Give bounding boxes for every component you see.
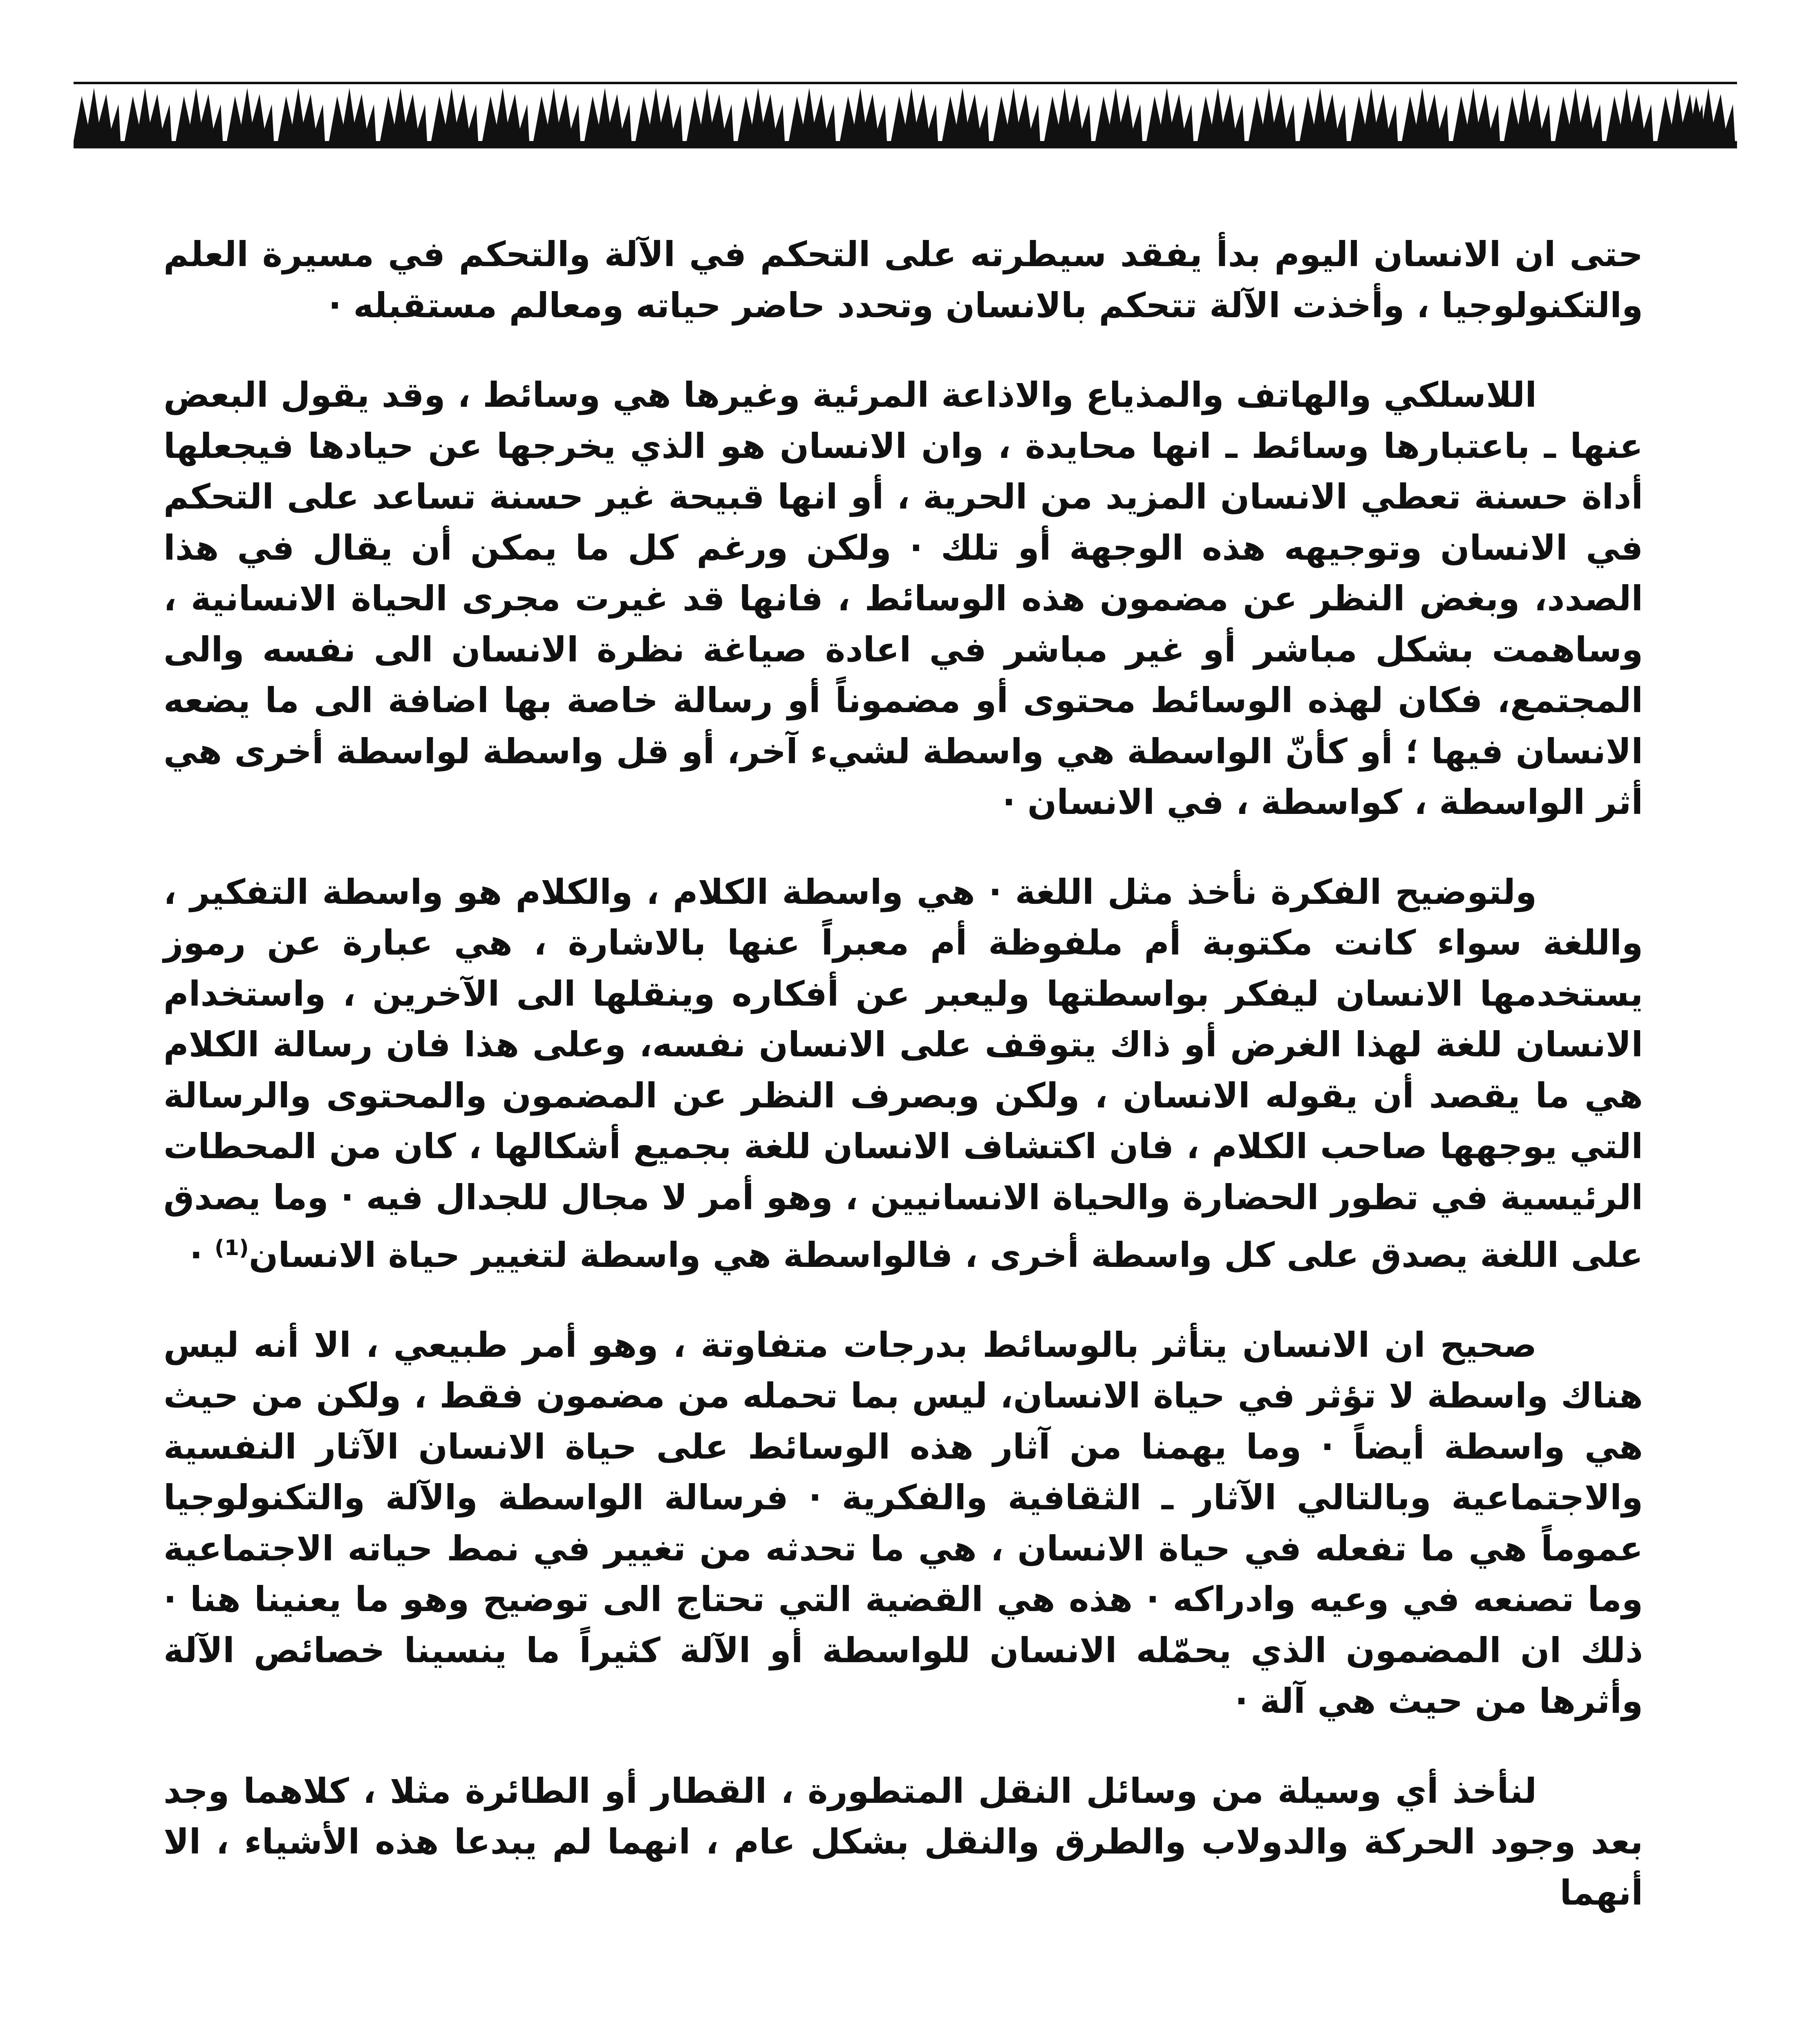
paragraph-3 xyxy=(163,867,1643,1281)
ornament-svg xyxy=(74,80,1737,151)
body-text xyxy=(163,229,1643,1957)
paragraph-1: حتى ان الانسان اليوم بدأ يفقد سيطرته على التحكم في الآلة والتحكم في مسيرة العلم والتكنولوجيا ، وأخذت الآلة تتحكم بالانسان وتحدد حاضر حياته ومعالم مستقبله · xyxy=(163,234,1643,325)
paragraph-3-text: ولتوضيح الفكرة نأخذ مثل اللغة · هي واسطة الكلام ، والكلام هو واسطة التفكير ، واللغة سواء كانت مكتوبة أم ملفوظة أم معبراً عنها بالاشارة ، هي عبارة عن رموز يستخدمها الانسان ليفكر بواسطتها وليعبر عن أفكاره وينقلها الى الآخرين ، واستخدام الانسان للغة لهذا الغرض أو ذاك يتوقف على الانسان نفسه، وعلى هذا فان رسالة الكلام هي ما يقصد أن يقوله الانسان ، ولكن وبصرف النظر عن المضمون والمحتوى والرسالة التي يوجهها صاحب الكلام ، فان اكتشاف الانسان للغة بجميع أشكالها ، كان من المحطات الرئيسية في تطور الحضارة والحياة الانسانيين ، وهو أمر لا مجال للجدال فيه · وما يصدق على اللغة يصدق على كل واسطة أخرى ، فالواسطة هي واسطة لتغيير حياة الانسان xyxy=(163,872,1643,1275)
paragraph-4: صحيح ان الانسان يتأثر بالوسائط بدرجات متفاوتة ، وهو أمر طبيعي ، الا أنه ليس هناك واسطة لا تؤثر في حياة الانسان، ليس بما تحمله من مضمون فقط ، ولكن من حيث هي واسطة أيضاً · وما يهمنا من آثار هذه الوسائط على حياة الانسان الآثار النفسية والاجتماعية وبالتالي الآثار ـ الثقافية والفكرية · فرسالة الواسطة والآلة والتكنولوجيا عموماً هي ما تفعله في حياة الانسان ، هي ما تحدثه من تغيير في نمط حياته الاجتماعية وما تصنعه في وعيه وادراكه · هذه هي القضية التي تحتاج الى توضيح وهو ما يعنينا هنا · ذلك ان المضمون الذي يحمّله الانسان للواسطة أو الآلة كثيراً ما ينسينا خصائص الآلة وأثرها من حيث هي آلة · xyxy=(163,1325,1643,1721)
paragraph-2: اللاسلكي والهاتف والمذياع والاذاعة المرئية وغيرها هي وسائط ، وقد يقول البعض عنها ـ باعتبارها وسائط ـ انها محايدة ، وان الانسان هو الذي يخرجها عن حيادها فيجعلها أداة حسنة تعطي الانسان المزيد من الحرية ، أو انها قبيحة غير حسنة تساعد على التحكم في الانسان وتوجيهه هذه الوجهة أو تلك · ولكن ورغم كل ما يمكن أن يقال في هذا الصدد، وبغض النظر عن مضمون هذه الوسائط ، فانها قد غيرت مجرى الحياة الانسانية ، وساهمت بشكل مباشر أو غير مباشر في اعادة صياغة نظرة الانسان الى نفسه والى المجتمع، فكان لهذه الوسائط محتوى أو مضموناً أو رسالة خاصة بها اضافة الى ما يضعه الانسان فيها ؛ أو كأنّ الواسطة هي واسطة لشيء آخر، أو قل واسطة لواسطة أخرى هي أثر الواسطة ، كواسطة ، في الانسان · xyxy=(163,375,1643,822)
decorative-border-icon xyxy=(74,80,1737,151)
paragraph-3-end: · xyxy=(189,1235,215,1275)
footnote-marker[interactable]: (1) xyxy=(215,1236,249,1260)
paragraph-5: لنأخذ أي وسيلة من وسائل النقل المتطورة ، القطار أو الطائرة مثلا ، كلاهما وجد بعد وجود الحركة والدولاب والطرق والنقل بشكل عام ، انهما لم يبدعا هذه الأشياء ، الا أنهما xyxy=(163,1771,1643,1913)
